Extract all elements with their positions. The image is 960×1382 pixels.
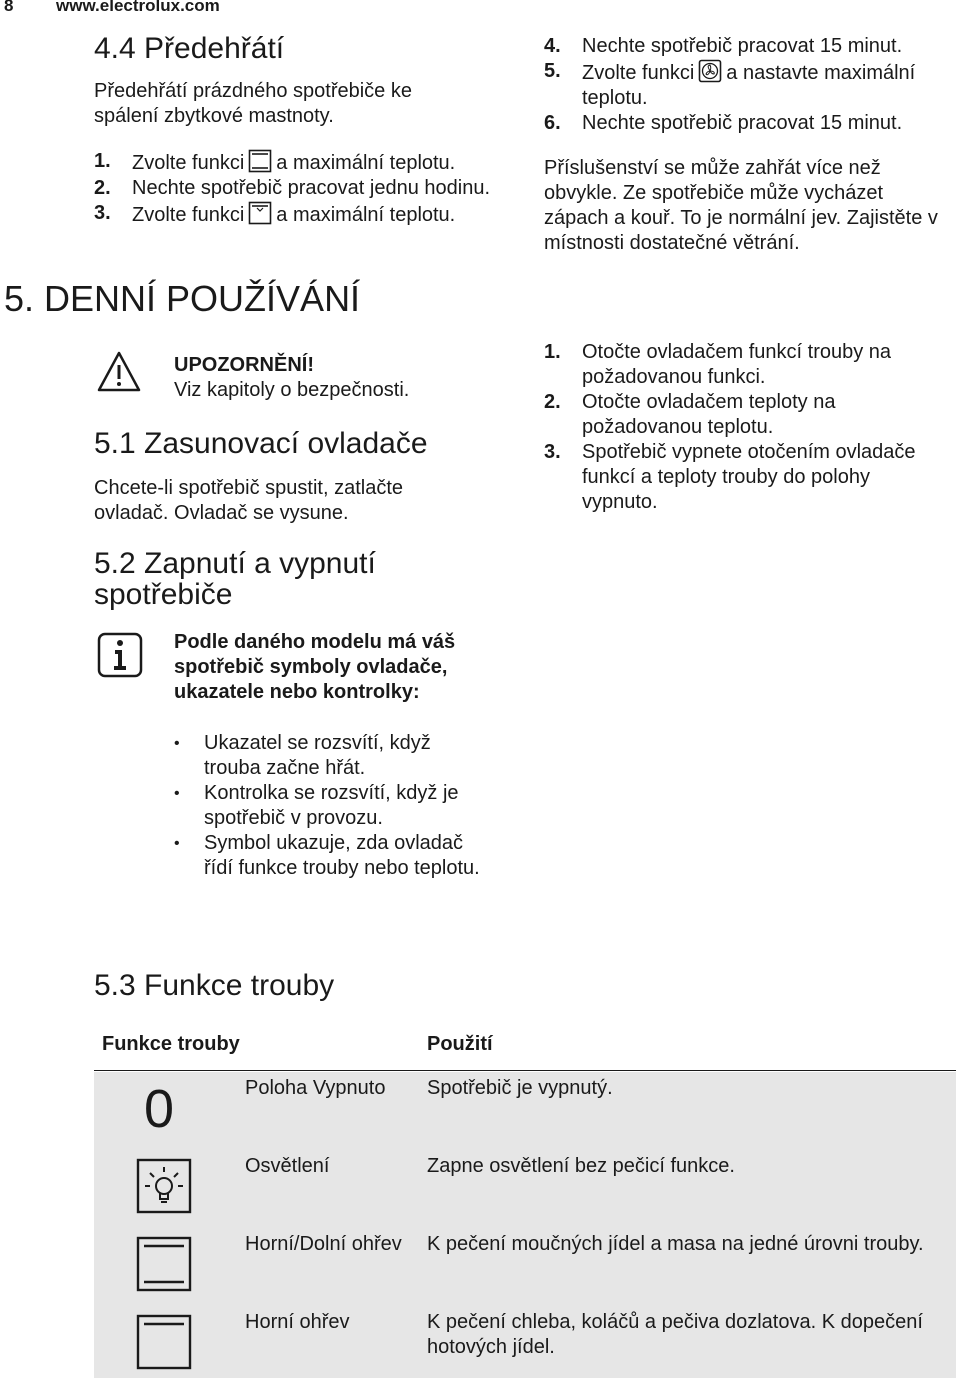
list-item: • Kontrolka se rozsvítí, když je spotřebič v provozu. xyxy=(174,781,484,831)
light-icon xyxy=(136,1158,192,1214)
section-title-onoff-line2: spotřebiče xyxy=(94,578,233,611)
onoff-steps xyxy=(544,340,944,515)
section-title-onoff: 5.2 Zapnutí a vypnutí xyxy=(94,547,376,580)
table-header xyxy=(94,1024,956,1071)
website-link[interactable]: www.electrolux.com xyxy=(56,0,220,15)
list-item: 2. Otočte ovladačem teploty na požadovanou teplotu. xyxy=(544,391,836,438)
function-use: Zapne osvětlení bez pečicí funkce. xyxy=(427,1155,735,1177)
list-item: 5. Zvolte funkci a nastavte maximální teplotu. xyxy=(544,60,916,109)
section-title-preheat: 4.4 Předehřátí xyxy=(94,32,285,65)
section-title-knobs: 5.1 Zasunovací ovladače xyxy=(94,427,428,460)
function-use: K pečení chleba, koláčů a pečiva dozlatova. K dopečení hotových jídel. xyxy=(427,1311,923,1358)
chapter-title: 5. DENNÍ POUŽÍVÁNÍ xyxy=(4,278,361,319)
table-row xyxy=(94,1306,956,1378)
table-row xyxy=(94,1150,956,1228)
function-use: Spotřebič je vypnutý. xyxy=(427,1077,613,1099)
list-item: 1. Otočte ovladačem funkcí trouby na požadovanou funkci. xyxy=(544,341,892,388)
table-row xyxy=(94,1228,956,1306)
info-icon xyxy=(97,632,143,678)
col-header-function: Funkce trouby xyxy=(102,1033,240,1055)
knobs-text: Chcete-li spotřebič spustit, zatlačte ovladač. Ovladač se vysune. xyxy=(94,477,404,524)
preheat-steps-continued xyxy=(544,34,954,136)
list-item: 2. Nechte spotřebič pracovat jednu hodinu. xyxy=(94,177,491,199)
list-item: • Symbol ukazuje, zda ovladač řídí funkce trouby nebo teplotu. xyxy=(174,831,484,881)
preheat-note: Příslušenství se může zahřát více než obvykle. Ze spotřebiče může vycházet zápach a kouř. To je normální jev. Zajistěte v místnosti dostatečné větrání. xyxy=(544,157,938,254)
top-heat-icon xyxy=(136,1314,192,1370)
list-item: 3. Spotřebič vypnete otočením ovladače funkcí a teploty trouby do polohy vypnuto. xyxy=(544,441,916,513)
function-name: Poloha Vypnuto xyxy=(245,1077,386,1099)
preheat-steps xyxy=(94,149,494,228)
warning-text: Viz kapitoly o bezpečnosti. xyxy=(174,379,410,401)
list-item: 4. Nechte spotřebič pracovat 15 minut. xyxy=(544,35,903,57)
list-item: 1. Zvolte funkci a maximální teplotu. xyxy=(94,150,456,174)
top-bottom-heat-icon xyxy=(248,149,272,173)
function-name: Osvětlení xyxy=(245,1155,330,1177)
function-name: Horní ohřev xyxy=(245,1311,350,1333)
top-heat-icon xyxy=(248,201,272,225)
warning-title: UPOZORNĚNÍ! xyxy=(174,354,314,376)
page-number: 8 xyxy=(4,0,14,15)
function-name: Horní/Dolní ohřev xyxy=(245,1233,402,1255)
table-row xyxy=(94,1072,956,1150)
warning-icon xyxy=(96,349,142,395)
info-text: Podle daného modelu má váš spotřebič symboly ovladače, ukazatele nebo kontrolky: xyxy=(174,631,456,703)
fan-heat-icon xyxy=(698,59,722,83)
top-bottom-heat-icon xyxy=(136,1236,192,1292)
list-item: 6. Nechte spotřebič pracovat 15 minut. xyxy=(544,112,903,134)
section-title-functions: 5.3 Funkce trouby xyxy=(94,969,335,1002)
preheat-intro: Předehřátí prázdného spotřebiče ke spálení zbytkové mastnoty. xyxy=(94,80,412,127)
info-bullets xyxy=(174,731,484,881)
function-use: K pečení moučných jídel a masa na jedné úrovni trouby. xyxy=(427,1233,924,1255)
list-item: 3. Zvolte funkci a maximální teplotu. xyxy=(94,202,456,226)
list-item: • Ukazatel se rozsvítí, když trouba začne hřát. xyxy=(174,731,484,781)
col-header-use: Použití xyxy=(427,1033,493,1055)
off-position-icon: 0 xyxy=(144,1079,175,1139)
